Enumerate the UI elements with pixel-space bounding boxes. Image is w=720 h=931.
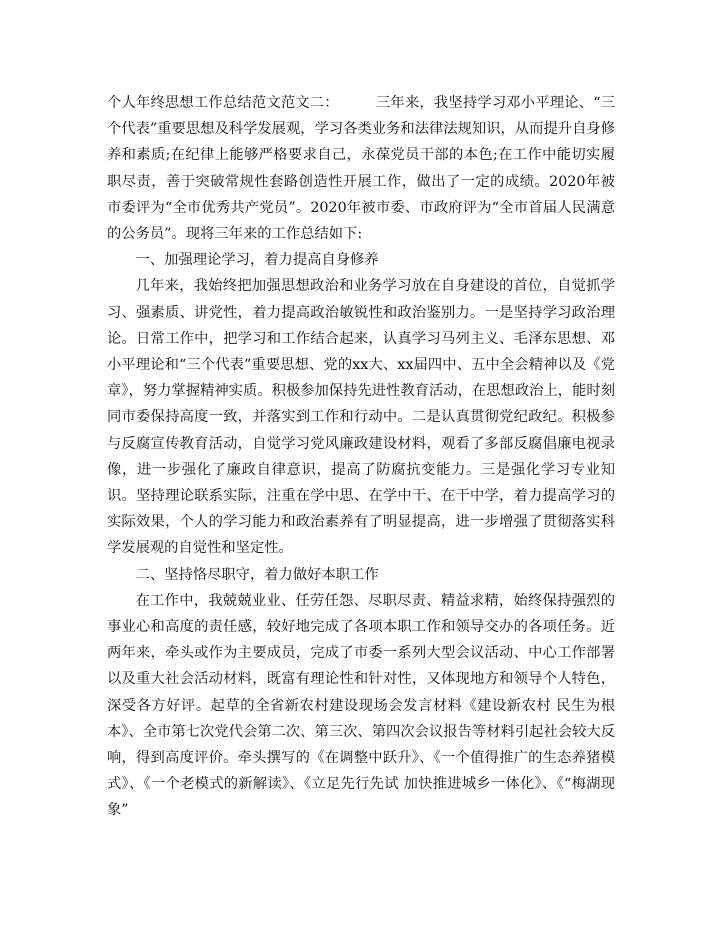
intro-paragraph xyxy=(107,90,615,247)
body-paragraph-2: 在工作中，我兢兢业业、任劳任怨、尽职尽责、精益求精，始终保持强烈的事业心和高度的责任感，较好地完成了各项本职工作和领导交办的各项任务。近两年来，牵头或作为主要成员，完成了市委一系列大型会议活动、中心工作部署以及重大社会活动材料，既富有理论性和针对性，又体现地方和领导个人特色，深受各方好评。起草的全省新农村建设现场会发言材料《建设新农村 民生为根本》、全市第七次党代会第二次、第三次、第四次会议报告等材料引起社会较大反响，得到高度评价。牵头撰写的《在调整中跃升》、《一个值得推广的生态养猪模式》、《一个老模式的新解读》、《立足先行先试 加快推进城乡一体化》、《“梅湖现象” xyxy=(107,592,615,819)
document-page xyxy=(107,90,615,824)
intro-body: 三年来，我坚持学习邓小平理论、“三个代表”重要思想及科学发展观，学习各类业务和法律法规知识，从而提升自身修养和素质;在纪律上能够严格要求自己，永葆党员干部的本色;在工作中能切实履职尽责，善于突破常规性套路创造性开展工作，做出了一定的成绩。2020年被市委评为“全市优秀共产党员”。2020年被市委、市政府评为“全市首届人民满意的公务员”。现将三年来的工作总结如下: xyxy=(107,95,616,243)
section-heading-1: 一、加强理论学习，着力提高自身修养 xyxy=(135,252,379,269)
document-title: 个人年终思想工作总结范文范文二： xyxy=(107,95,339,111)
section-heading-2: 二、坚持恪尽职守，着力做好本职工作 xyxy=(135,566,379,583)
body-paragraph-1: 几年来，我始终把加强思想政治和业务学习放在自身建设的首位，自觉抓学习、强素质、讲党性，着力提高政治敏锐性和政治鉴别力。一是坚持学习政治理论。日常工作中，把学习和工作结合起来，认真学习马列主义、毛泽东思想、邓小平理论和“三个代表”重要思想、党的xx大、xx届四中、五中全会精神以及《党章》，努力掌握精神实质。积极参加保持先进性教育活动，在思想政治上，能时刻同市委保持高度一致，并落实到工作和行动中。二是认真贯彻党纪政纪。积极参与反腐宣传教育活动，自觉学习党风廉政建设材料，观看了多部反腐倡廉电视录像，进一步强化了廉政自律意识，提高了防腐抗变能力。三是强化学习专业知识。坚持理论联系实际，注重在学中思、在学中干、在干中学，着力提高学习的实际效果，个人的学习能力和政治素养有了明显提高，进一步增强了贯彻落实科学发展观的自觉性和坚定性。 xyxy=(107,278,615,557)
